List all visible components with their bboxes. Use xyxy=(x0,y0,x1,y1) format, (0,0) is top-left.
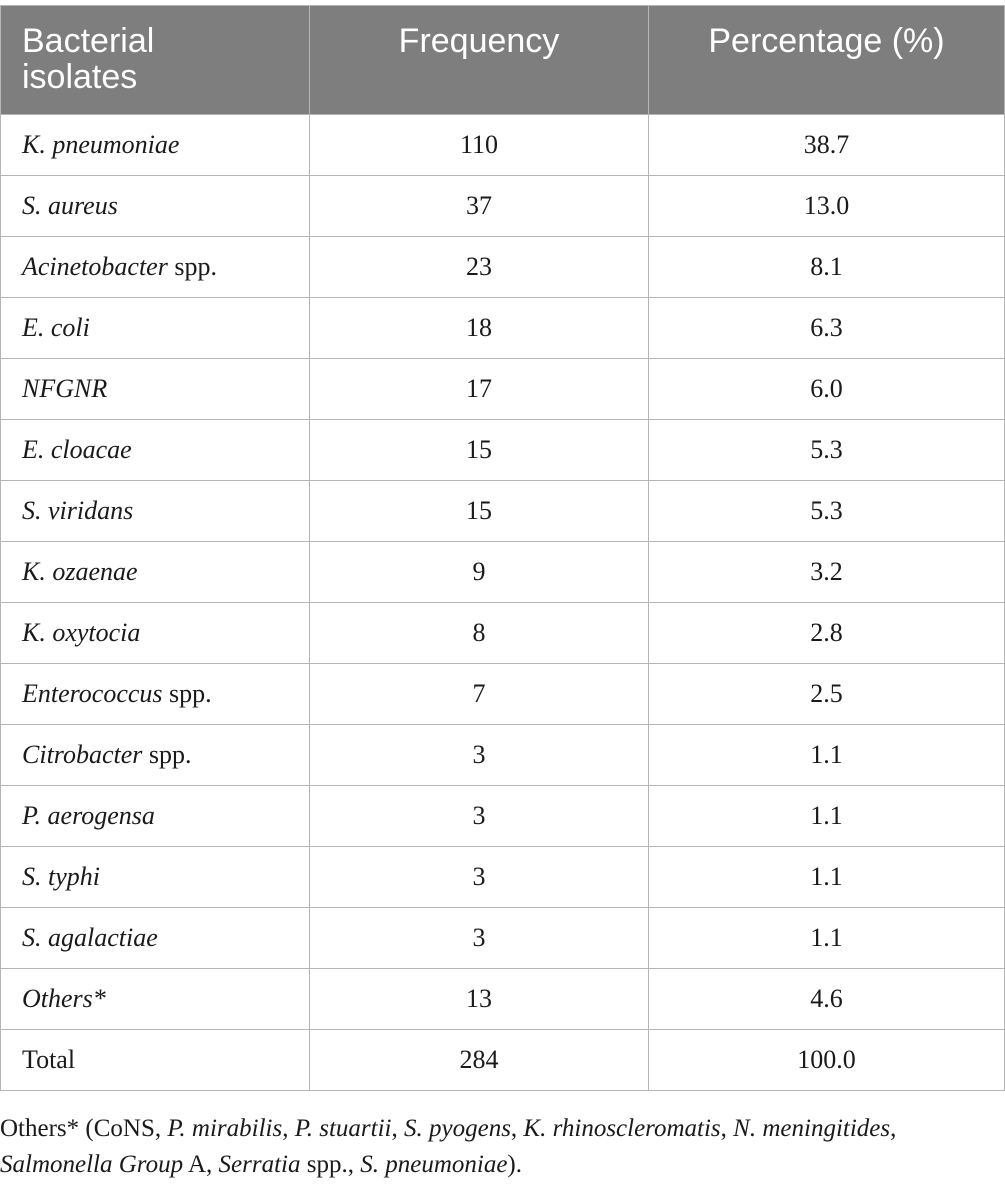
isolate-name: Total xyxy=(22,1045,76,1074)
footnote-segment: Others* (CoNS, xyxy=(0,1115,168,1142)
isolate-name: E. cloacae xyxy=(22,435,132,464)
table-row xyxy=(1,603,1005,664)
footnote-segment: ). xyxy=(507,1151,522,1178)
footnote-segment: , xyxy=(391,1115,404,1142)
isolate-name-cell xyxy=(1,542,310,603)
isolate-name: S. agalactiae xyxy=(22,923,158,952)
footnote-segment: , xyxy=(890,1115,897,1142)
frequency-cell: 15 xyxy=(310,420,649,481)
isolate-name-cell xyxy=(1,664,310,725)
isolate-name: P. aerogensa xyxy=(22,801,155,830)
percentage-cell: 5.3 xyxy=(649,481,1005,542)
percentage-cell: 4.6 xyxy=(649,969,1005,1030)
isolate-name: K. ozaenae xyxy=(22,557,138,586)
table-row xyxy=(1,664,1005,725)
isolate-name: Citrobacter xyxy=(22,740,143,769)
isolate-name-cell xyxy=(1,237,310,298)
isolate-name-cell xyxy=(1,1030,310,1091)
header-frequency xyxy=(310,6,649,115)
isolate-name-cell xyxy=(1,420,310,481)
frequency-cell: 15 xyxy=(310,481,649,542)
footnote-segment: S. pyogens xyxy=(404,1115,511,1142)
footnote-segment: S. pneumoniae xyxy=(360,1151,508,1178)
bacterial-isolates-table xyxy=(0,5,1005,1091)
frequency-cell: 17 xyxy=(310,359,649,420)
frequency-cell: 37 xyxy=(310,176,649,237)
isolate-name-cell xyxy=(1,359,310,420)
table-row xyxy=(1,481,1005,542)
percentage-cell: 3.2 xyxy=(649,542,1005,603)
header-row xyxy=(1,6,1005,115)
isolate-name-cell xyxy=(1,603,310,664)
footnote-segment: spp., xyxy=(300,1151,361,1178)
table-row xyxy=(1,359,1005,420)
isolate-name-suffix: spp. xyxy=(167,252,217,281)
percentage-cell: 8.1 xyxy=(649,237,1005,298)
percentage-cell: 1.1 xyxy=(649,908,1005,969)
table-row xyxy=(1,237,1005,298)
header-percentage-label: Percentage (%) xyxy=(708,22,945,60)
table-row xyxy=(1,542,1005,603)
percentage-cell: 38.7 xyxy=(649,115,1005,176)
header-percentage xyxy=(649,6,1005,115)
frequency-cell: 3 xyxy=(310,847,649,908)
footnote-segment: P. mirabilis xyxy=(167,1115,283,1142)
frequency-cell: 284 xyxy=(310,1030,649,1091)
isolate-name-suffix: spp. xyxy=(142,740,192,769)
table-row xyxy=(1,908,1005,969)
isolate-name-cell xyxy=(1,847,310,908)
table-row xyxy=(1,969,1005,1030)
footnote-segment: , xyxy=(510,1115,524,1142)
table-row xyxy=(1,847,1005,908)
isolate-name-cell xyxy=(1,725,310,786)
isolate-name: Others* xyxy=(22,984,106,1013)
isolate-name: NFGNR xyxy=(22,374,108,403)
isolate-name: K. oxytocia xyxy=(22,618,141,647)
isolate-name: K. pneumoniae xyxy=(22,130,180,159)
frequency-cell: 23 xyxy=(310,237,649,298)
percentage-cell: 6.0 xyxy=(649,359,1005,420)
isolate-name: S. aureus xyxy=(22,191,118,220)
frequency-cell: 3 xyxy=(310,908,649,969)
isolate-name: E. coli xyxy=(22,313,90,342)
frequency-cell: 9 xyxy=(310,542,649,603)
percentage-cell: 1.1 xyxy=(649,725,1005,786)
isolate-name-cell xyxy=(1,115,310,176)
isolate-name: S. viridans xyxy=(22,496,134,525)
percentage-cell: 2.8 xyxy=(649,603,1005,664)
frequency-cell: 3 xyxy=(310,786,649,847)
isolate-name-cell xyxy=(1,969,310,1030)
isolate-name-cell xyxy=(1,298,310,359)
percentage-cell: 2.5 xyxy=(649,664,1005,725)
frequency-cell: 13 xyxy=(310,969,649,1030)
isolate-name-cell xyxy=(1,908,310,969)
footnote-segment: A, xyxy=(183,1151,219,1178)
frequency-cell: 7 xyxy=(310,664,649,725)
percentage-cell: 1.1 xyxy=(649,847,1005,908)
table-header xyxy=(1,6,1005,115)
header-frequency-label: Frequency xyxy=(398,22,560,60)
percentage-cell: 13.0 xyxy=(649,176,1005,237)
table-row xyxy=(1,420,1005,481)
isolate-name-suffix: spp. xyxy=(162,679,212,708)
table-footnote xyxy=(0,1111,1000,1183)
table-row xyxy=(1,176,1005,237)
percentage-cell: 1.1 xyxy=(649,786,1005,847)
table-row xyxy=(1,1030,1005,1091)
table-row xyxy=(1,725,1005,786)
footnote-segment: Serratia xyxy=(218,1151,301,1178)
footnote-segment: Salmonella Group xyxy=(0,1151,184,1178)
frequency-cell: 18 xyxy=(310,298,649,359)
footnote-segment: , xyxy=(720,1115,734,1142)
frequency-cell: 8 xyxy=(310,603,649,664)
footnote-segment: P. stuartii xyxy=(294,1115,392,1142)
header-bacterial-isolates-label: Bacterial isolates xyxy=(22,22,155,96)
isolate-name: Enterococcus xyxy=(22,679,163,708)
isolate-name-cell xyxy=(1,176,310,237)
table-body xyxy=(1,115,1005,1091)
footnote-segment: , xyxy=(282,1115,295,1142)
percentage-cell: 5.3 xyxy=(649,420,1005,481)
frequency-cell: 110 xyxy=(310,115,649,176)
table-row xyxy=(1,786,1005,847)
isolate-name: S. typhi xyxy=(22,862,100,891)
frequency-cell: 3 xyxy=(310,725,649,786)
table-row xyxy=(1,298,1005,359)
table-row xyxy=(1,115,1005,176)
isolate-name: Acinetobacter xyxy=(22,252,168,281)
header-bacterial-isolates xyxy=(1,6,310,115)
footnote-segment: N. meningitides xyxy=(733,1115,891,1142)
isolate-name-cell xyxy=(1,481,310,542)
isolate-name-cell xyxy=(1,786,310,847)
footnote-segment: K. rhinoscleromatis xyxy=(523,1115,721,1142)
percentage-cell: 6.3 xyxy=(649,298,1005,359)
percentage-cell: 100.0 xyxy=(649,1030,1005,1091)
